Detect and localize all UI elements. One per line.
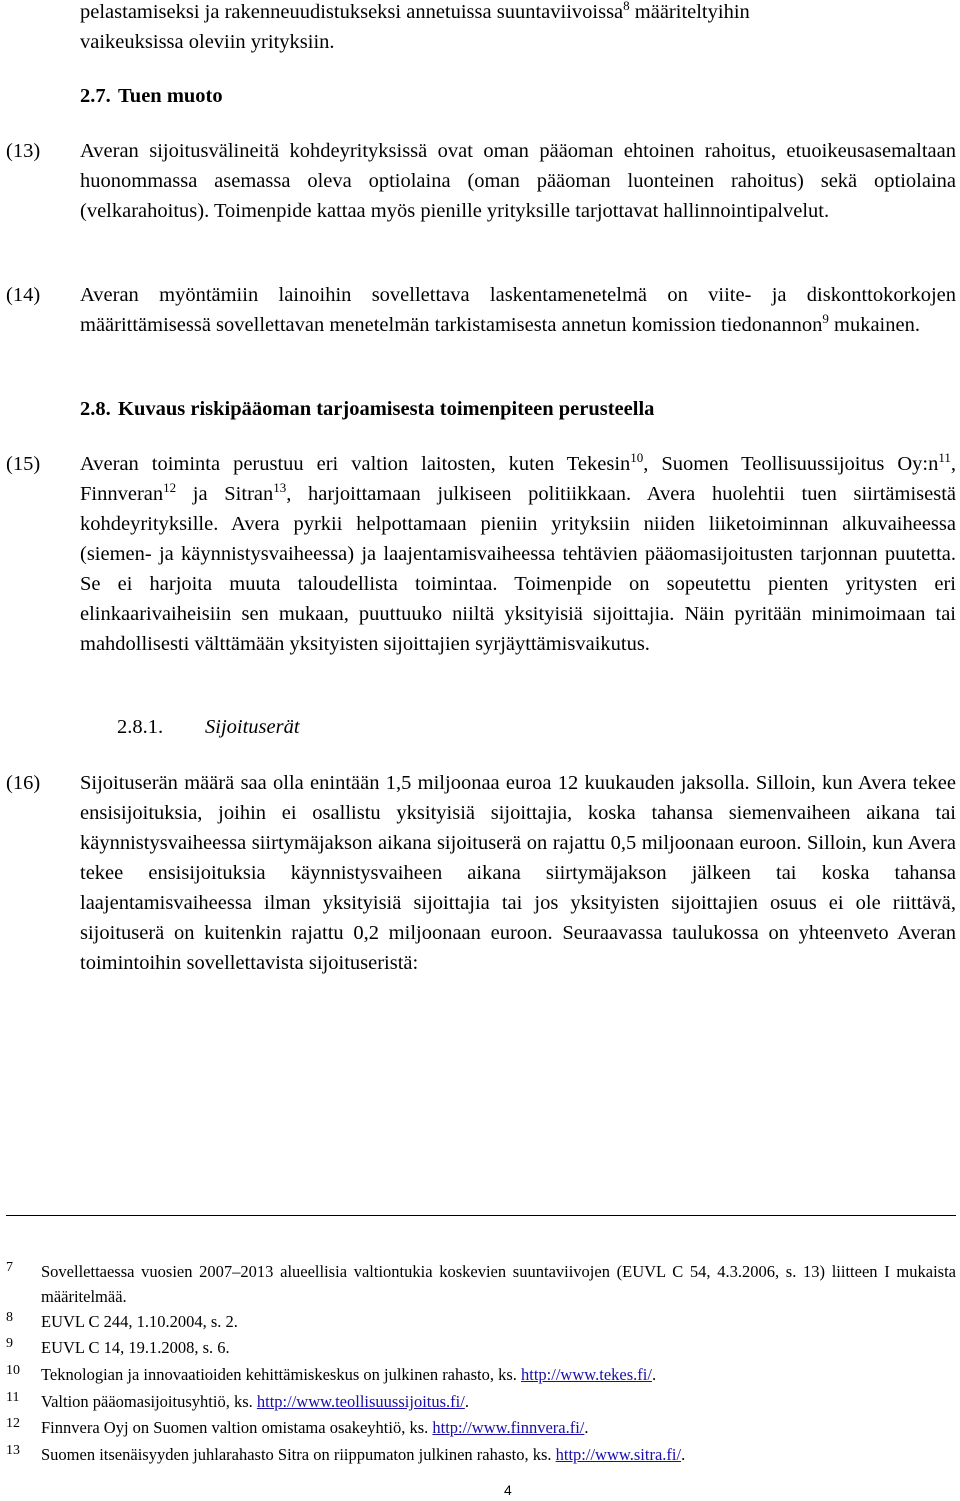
- footnote-ref-8[interactable]: 8: [623, 0, 630, 13]
- footnote-9: [6, 1335, 956, 1360]
- page-number: 4: [504, 1482, 512, 1498]
- footnote-13: 13 Suomen itsenäisyyden juhlarahasto Sitra on riippumaton julkinen rahasto, ks. http://www.sitra.fi/.: [6, 1442, 956, 1467]
- footnote-12: 12 Finnvera Oyj on Suomen valtion omistama osakeyhtiö, ks. http://www.finnvera.fi/.: [6, 1415, 956, 1440]
- section-number: 2.8.: [80, 398, 111, 420]
- footnote-ref-12[interactable]: 12: [163, 480, 177, 495]
- paragraph-text-b: mukainen.: [828, 314, 920, 336]
- tekes-link[interactable]: http://www.tekes.fi/: [521, 1365, 652, 1384]
- text-part: , harjoittamaan julkiseen politiikkaan. Avera huolehtii tuen siirtämisestä kohdeyrityksille. Avera pyrkii helpottamaan pieniin yrityksiin niiden liiketoiminnan alkuvaiheessa (siemen- ja käynnistysvaiheessa) ja laajentamisvaiheessa tehtävien pääomasijoitusten tarjonnan puutetta. Se ei harjoita muuta taloudellista toimintaa. Toimenpide on sopeutettu pienten yritysten eri elinkaarivaiheisiin sen mukaan, puuttuuko niiltä yksityisiä sijoittajia. Näin pyritään minimoimaan tai mahdollisesti välttämään yksityisten sijoittajien syrjäyttämisvaikutus.: [80, 483, 956, 655]
- paragraph-15: [6, 449, 956, 659]
- footnote-number: 8: [6, 1310, 13, 1325]
- teollisuussijoitus-link[interactable]: http://www.teollisuussijoitus.fi/: [256, 1392, 465, 1411]
- paragraph-text: Sijoituserän määrä saa olla enintään 1,5 miljoonaa euroa 12 kuukauden jaksolla. Silloin, kun Avera tekee ensisijoituksia, joihin ei osallistu yksityisiä sijoittajia, koska tahansa siemenvaiheen aikana tai käynnistysvaiheessa siirtymäjakson aikana sijoituserä on rajattu 0,5 miljoonaan euroon. Silloin, kun Avera tekee ensisijoituksia käynnistysvaiheen aikana siirtymäjakson jälkeen tai koska tahansa laajentamisvaiheessa ilman yksityisiä sijoittajia tai jos yksityisten sijoittajien osuus ei ole riittävä, sijoituserä on kuitenkin rajattu 0,2 miljoonaan euroon. Seuraavassa taulukossa on yhteenveto Averan toimintoihin sovellettavista sijoituseristä:: [80, 772, 956, 974]
- footnote-10: 10 Teknologian ja innovaatioiden kehittämiskeskus on julkinen rahasto, ks. http://www.tekes.fi/.: [6, 1362, 956, 1387]
- paragraph-text-a: Averan myöntämiin lainoihin sovellettava laskentamenetelmä on viite- ja diskonttokorkojen määrittämisessä sovellettavan menetelmän tarkistamisesta annetun komission tiedonannon: [80, 284, 956, 336]
- footnote-ref-10[interactable]: 10: [630, 450, 644, 465]
- footnote-text: Sovellettaessa vuosien 2007–2013 alueellisia valtiontukia koskevien suuntaviivojen (EUVL C 54, 4.3.2006, s. 13) liitteen I mukaista määritelmää.: [41, 1262, 956, 1306]
- paragraph-number: (13): [6, 140, 41, 162]
- paragraph-number: (14): [6, 284, 41, 306]
- section-title: Tuen muoto: [118, 85, 223, 107]
- paragraph-16: [6, 768, 956, 978]
- footnote-number: 12: [6, 1416, 20, 1431]
- footnote-number: 13: [6, 1443, 20, 1458]
- footnote-number: 9: [6, 1336, 13, 1351]
- footnote-ref-9[interactable]: 9: [822, 311, 829, 326]
- footnote-text: Finnvera Oyj on Suomen valtion omistama osakeyhtiö, ks.: [41, 1418, 433, 1437]
- intro-text-line2: vaikeuksissa oleviin yrityksiin.: [80, 31, 335, 53]
- footnote-number: 10: [6, 1363, 20, 1378]
- footnote-8: [6, 1309, 956, 1334]
- text-part: , Finnveran: [80, 453, 957, 505]
- footnote-text: EUVL C 14, 19.1.2008, s. 6.: [41, 1338, 230, 1357]
- footnote-11: 11 Valtion pääomasijoitusyhtiö, ks. http://www.teollisuussijoitus.fi/.: [6, 1389, 956, 1414]
- paragraph-text: [80, 449, 956, 659]
- paragraph-number: (16): [6, 772, 41, 794]
- section-title: Sijoituserät: [205, 716, 300, 738]
- footnote-text: EUVL C 244, 1.10.2004, s. 2.: [41, 1312, 238, 1331]
- paragraph-text: Averan sijoitusvälineitä kohdeyrityksissä ovat oman pääoman ehtoinen rahoitus, etuoikeusasemaltaan huonommassa asemassa oleva optiolaina (oman pääoman luonteinen rahoitus) sekä optiolaina (velkarahoitus). Toimenpide kattaa myös pienille yrityksille tarjottavat hallinnointipalvelut.: [80, 140, 956, 222]
- text-part: Averan toiminta perustuu eri valtion laitosten, kuten Tekesin: [80, 453, 631, 475]
- text-part: ja Sitran: [176, 483, 274, 505]
- intro-text-end: määriteltyihin: [629, 1, 750, 23]
- intro-paragraph: [80, 0, 956, 57]
- paragraph-text: [80, 280, 956, 340]
- section-title: Kuvaus riskipääoman tarjoamisesta toimenpiteen perusteella: [118, 398, 655, 420]
- footnote-separator: [6, 1215, 956, 1216]
- footnote-number: 11: [6, 1390, 20, 1405]
- finnvera-link[interactable]: http://www.finnvera.fi/: [432, 1418, 585, 1437]
- paragraph-14: [6, 280, 956, 340]
- footnote-ref-11[interactable]: 11: [938, 450, 951, 465]
- footnote-ref-13[interactable]: 13: [273, 480, 287, 495]
- footnote-text: Valtion pääomasijoitusyhtiö, ks.: [41, 1392, 257, 1411]
- text-part: , Suomen Teollisuussijoitus Oy:n: [643, 453, 939, 475]
- section-heading-2-8: [80, 394, 654, 424]
- paragraph-13: [6, 136, 956, 226]
- footnote-7: [6, 1259, 956, 1309]
- footnote-number: 7: [6, 1260, 13, 1275]
- section-number: 2.7.: [80, 85, 111, 107]
- paragraph-number: (15): [6, 453, 41, 475]
- section-heading-2-7: [80, 81, 223, 111]
- section-number: 2.8.1.: [117, 716, 164, 738]
- sitra-link[interactable]: http://www.sitra.fi/: [555, 1445, 682, 1464]
- intro-text: pelastamiseksi ja rakenneuudistukseksi annetuissa suuntaviivoissa: [80, 1, 624, 23]
- footnote-text: Suomen itsenäisyyden juhlarahasto Sitra on riippumaton julkinen rahasto, ks.: [41, 1445, 556, 1464]
- section-heading-2-8-1: [117, 712, 300, 742]
- footnote-text: Teknologian ja innovaatioiden kehittämiskeskus on julkinen rahasto, ks.: [41, 1365, 522, 1384]
